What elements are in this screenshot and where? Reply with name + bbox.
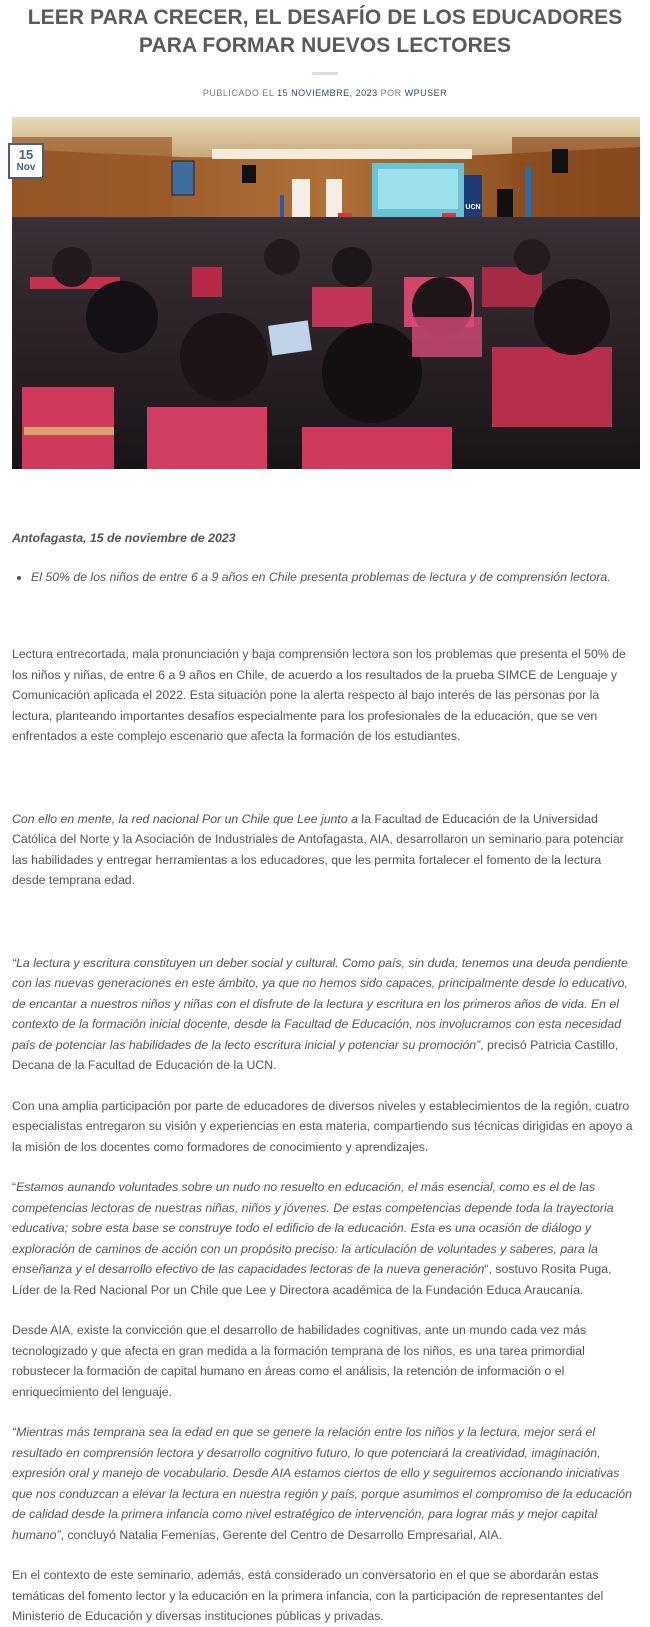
post-date-link[interactable]: 15 NOVIEMBRE, 2023: [277, 88, 378, 98]
paragraph-6: Desde AIA, existe la convicción que el desarrollo de habilidades cognitivas, ante un mundo cada vez más tecnologizado y que afecta en gran medida a la formación temprana de los niños, es una tarea primordial robustecer la formación de capital humano en áreas como el análisis, la retención de información o el enriquecimiento del lenguaje.: [12, 1323, 587, 1399]
paragraph-2-em: Con ello en mente, la red nacional Por un Chile que Lee junto a: [12, 811, 358, 826]
paragraph-5-rest: “, sostuvo Rosita Puga, Líder de la Red Nacional Por un Chile que Lee y Directora académica de la Fundación Educa Araucanía.: [12, 1262, 612, 1297]
author-link[interactable]: WPUSER: [404, 88, 448, 98]
paragraph-8: En el contexto de este seminario, además, está considerado un conversatorio en el que se abordarán estas temáticas del fomento lector y la educación en la primera infancia, con la participación de representantes del Ministerio de Educación y diversas instituciones públicas y privadas.: [12, 1568, 604, 1623]
badge-month: Nov: [16, 162, 36, 173]
meta-by: POR: [377, 88, 405, 98]
seminar-photo: [12, 117, 640, 469]
paragraph-7-rest: , concluyó Natalia Femenías, Gerente del Centro de Desarrollo Empresarial, AIA.: [60, 1527, 503, 1542]
paragraph-5-quote: Estamos aunando voluntades sobre un nudo no resuelto en educación, el más esencial, como es el de las competencias lectoras de nuestras niñas, niños y jóvenes. De estas competencias depende toda la trayectoria educativa; sobre esta base se construye todo el edificio de la educación. Esta es una ocasión de diálogo y exploración de caminos de acción con un propósito preciso: la articulación de voluntades y saberes, para la enseñanza y el desarrollo efectivo de las capacidades lectoras de la nueva generación: [12, 1180, 614, 1276]
paragraph-5-open: “: [12, 1180, 17, 1194]
article-body: [0, 528, 650, 1627]
article-header: [0, 0, 650, 98]
highlight-item: • El 50% de los niños de entre 6 a 9 años en Chile presenta problemas de lectura y de comprensión lectora.: [31, 567, 638, 588]
paragraph-2-rest: la Facultad de Educación de la Universidad Católica del Norte y la Asociación de Industriales de Antofagasta, AIA, desarrollaron un seminario para potenciar las habilidades y entregar herramientas a los educadores, que les permita fortalecer el fomento de la lectura desde temprana edad.: [12, 811, 624, 887]
article-title: LEER PARA CRECER, EL DESAFÍO DE LOS EDUCADORES PARA FORMAR NUEVOS LECTORES: [27, 6, 623, 57]
highlights-list: [31, 567, 638, 588]
ucn-banner-text: UCN: [465, 204, 481, 211]
badge-day: 15: [18, 147, 34, 162]
paragraph-4: Con una amplia participación por parte de educadores de diversos niveles y establecimientos de la región, cuatro especialistas entregaron su visión y experiencias en esta materia, compartiendo sus técnicas dirigidas en apoyo a la misión de los docentes como formadores de conocimiento y aprendizajes.: [12, 1098, 633, 1154]
paragraph-7: [12, 1422, 638, 1545]
title-divider: [312, 72, 338, 75]
featured-image: [12, 117, 640, 469]
paragraph-7-quote: “Mientras más temprana sea la edad en que se genere la relación entre los niños y la lectura, mejor será el resultado en comprensión lectora y desarrollo cognitivo futuro, lo que potenciará la creatividad, imaginación, expresión oral y manejo de vocabulario. Desde AIA estamos ciertos de ello y seguiremos accionando iniciativas que nos conduzcan a elevar la lectura en nuestra región y país, porque asumimos el compromiso de la educación de calidad desde la primera infancia como nivel estratégico de intervención, para lograr más y mejor capital humano”: [12, 1425, 632, 1542]
paragraph-1: Lectura entrecortada, mala pronunciación y baja comprensión lectora son los problemas que presenta el 50% de los niños y niñas, de entre 6 a 9 años en Chile, de acuerdo a los resultados de la prueba SIMCE de Lenguaje y Comunicación aplicada el 2022. Esta situación pone la alerta respecto al bajo interés de las personas por la lectura, planteando importantes desafíos especialmente para los profesionales de la educación, que se ven enfrentados a este complejo escenario que afecta la formación de los estudiantes.: [12, 647, 626, 743]
date-badge: [8, 143, 44, 179]
paragraph-2: [12, 809, 638, 891]
paragraph-3-quote: “La lectura y escritura constituyen un deber social y cultural. Como país, sin duda, tenemos una deuda pendiente con las nuevas generaciones en este ámbito, ya que no hemos sido capaces, principalmente desde lo educativo, de encantar a nuestros niños y niñas con el disfrute de la lectura y escritura en los primeros años de vida. En el contexto de la formación inicial docente, desde la Facultad de Educación, nos involucramos con esta necesidad país de potenciar las habilidades de la lecto escritura inicial y potenciar su promoción”: [12, 955, 628, 1052]
paragraph-3: [12, 953, 638, 1076]
meta-prefix: PUBLICADO EL: [202, 88, 278, 98]
post-meta: [0, 88, 650, 98]
paragraph-5: [12, 1177, 638, 1300]
place-date: Antofagasta, 15 de noviembre de 2023: [12, 531, 236, 545]
paragraph-3-rest: , precisó Patricia Castillo, Decana de la Facultad de Educación de la UCN.: [12, 1037, 619, 1072]
